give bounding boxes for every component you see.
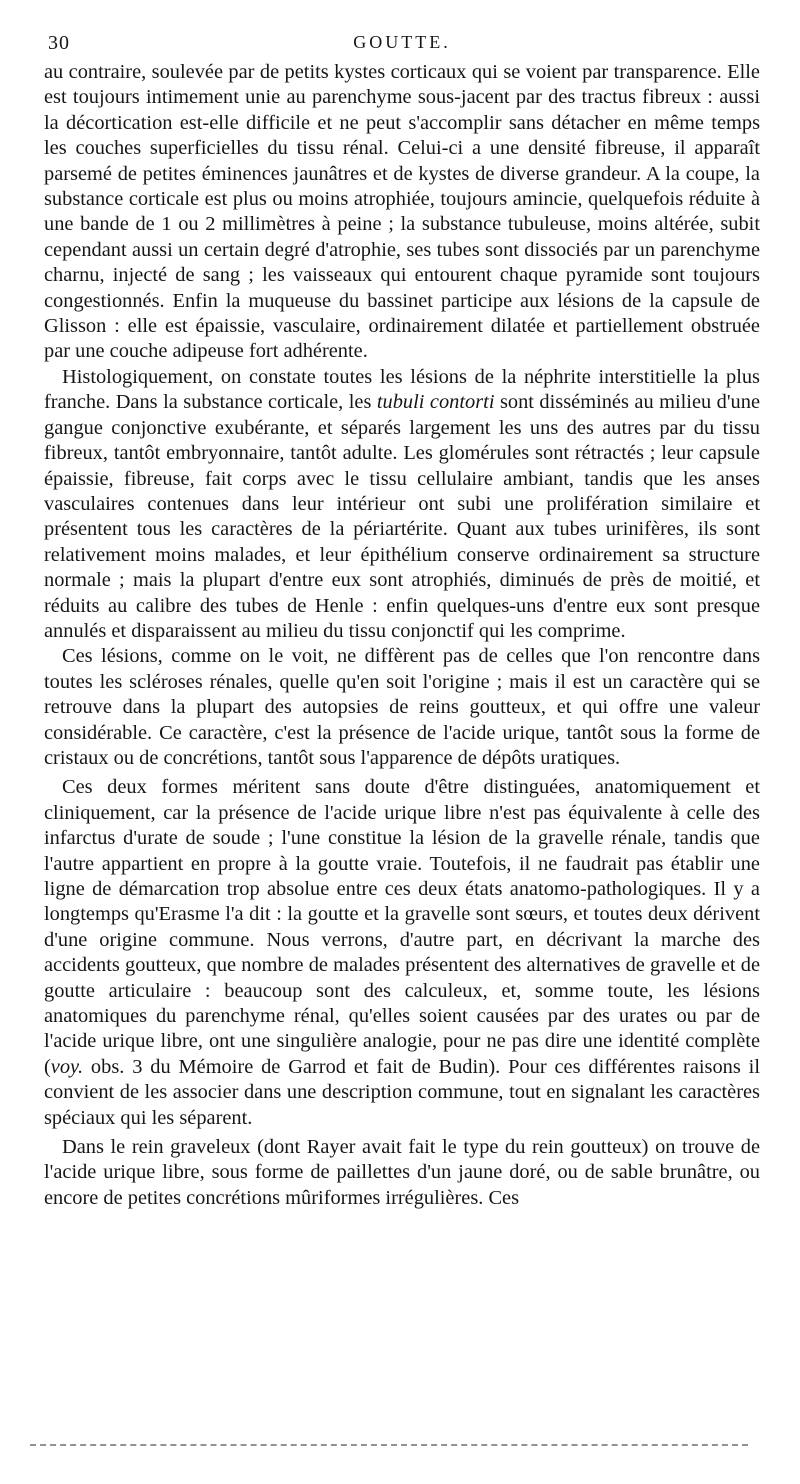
paragraph-2 xyxy=(44,365,760,644)
text-run: Histologiquement, on constate toutes les lésions de la néphrite interstitielle la plus franche. Dans la substance corticale, les xyxy=(44,365,760,414)
italic-term: voy. xyxy=(50,1055,84,1078)
text-run: obs. 3 du Mémoire de Garrod et fait de Budin). Pour ces différentes raisons il convient de les associer dans une description commune, tout en signalant les caractères spéciaux qui les séparent. xyxy=(44,1055,760,1129)
text-run: au contraire, soulevée par de petits kystes corticaux qui se voient par transparence. Elle est toujours intimement unie au parenchyme sous-jacent par des tractus fibreux : aussi la décortication est-elle difficile et ne peut s'accomplir sans détacher en même temps les couches superficielles du tissu rénal. Celui-ci a une densité fibreuse, il apparaît parsemé de petites éminences jaunâtres et de kystes de diverse grandeur. A la coupe, la substance corticale est plus ou moins atrophiée, toujours amincie, quelquefois réduite à une bande de 1 ou 2 millimètres à peine ; la substance tubuleuse, moins altérée, subit cependant aussi un certain degré d'atrophie, ses tubes sont dissociés par un parenchyme charnu, injecté de sang ; les vaisseaux qui entourent chaque pyramide sont toujours congestionnés. Enfin la muqueuse du bassinet participe aux lésions de la capsule de Glisson : elle est épaissie, vasculaire, ordinairement dilatée et partiellement obstruée par une couche adipeuse fort adhérente. xyxy=(44,61,760,363)
text-run: Ces lésions, comme on le voit, ne diffèrent pas de celles que l'on rencontre dans toutes les scléroses rénales, quelle qu'en soit l'origine ; mais il est un caractère qui se retrouve dans la plupart des autopsies de reins goutteux, et qui offre une valeur considérable. Ce caractère, c'est la présence de l'acide urique, tantôt sous la forme de cristaux ou de concrétions, tantôt sous l'apparence de dépôts uratiques. xyxy=(44,645,760,769)
paragraph-1 xyxy=(44,60,760,365)
page xyxy=(44,26,760,1211)
body-text xyxy=(44,60,760,1211)
text-run: sont disséminés au milieu d'une gangue conjonctive exubérante, et séparés largement les uns des autres par du tissu fibreux, tantôt embryonnaire, tantôt adulte. Les glomérules sont rétractés ; leur capsule épaissie, fibreuse, fait corps avec le tissu cellulaire ambiant, tandis que les anses vasculaires contenues dans leur intérieur ont subi une prolifération similaire et présentent tous les caractères de la périartérite. Quant aux tubes urinifères, ils sont relativement moins malades, et leur épithélium conserve ordinairement sa structure normale ; mais la plupart d'entre eux sont atrophiés, diminués de près de moitié, et réduits au calibre des tubes de Henle : enfin quelques-uns d'entre eux sont presque annulés et disparaissent au milieu du tissu conjonctif qui les comprime. xyxy=(44,391,760,642)
text-run: Ces deux formes méritent sans doute d'être distinguées, anatomiquement et cliniquement, car la présence de l'acide urique libre n'est pas équivalente à celle des infarctus d'urate de soude ; l'une constitue la lésion de la gravelle rénale, tandis que l'autre appartient en propre à la goutte vraie. Toutefois, il ne faudrait pas établir une ligne de démarcation trop absolue entre ces deux états anatomo-pathologiques. Il y a longtemps qu'Erasme l'a dit : la goutte et la gravelle sont sœurs, et toutes deux dérivent d'une origine commune. Nous verrons, d'autre part, en décrivant la marche des accidents goutteux, que nombre de malades présentent des alternatives de gravelle et de goutte articulaire : beaucoup sont des calculeux, et, somme toute, les lésions anatomiques du parenchyme rénal, qu'elles soient causées par des urates ou par de l'acide urique libre, ont une singulière analogie, pour ne pas dire une identité complète ( xyxy=(44,776,760,1078)
page-header xyxy=(44,26,760,60)
footer-rule xyxy=(30,1444,748,1446)
paragraph-4 xyxy=(44,775,760,1131)
italic-term: tubuli contorti xyxy=(376,391,495,414)
running-title: GOUTTE. xyxy=(353,32,451,52)
paragraph-3 xyxy=(44,644,760,771)
paragraph-5 xyxy=(44,1135,760,1211)
text-run: Dans le rein graveleux (dont Rayer avait fait le type du rein goutteux) on trouve de l'acide urique libre, sous forme de paillettes d'un jaune doré, ou de sable brunâtre, ou encore de petites concrétions mûriformes irrégulières. Ces xyxy=(44,1136,760,1209)
page-number: 30 xyxy=(48,32,70,54)
